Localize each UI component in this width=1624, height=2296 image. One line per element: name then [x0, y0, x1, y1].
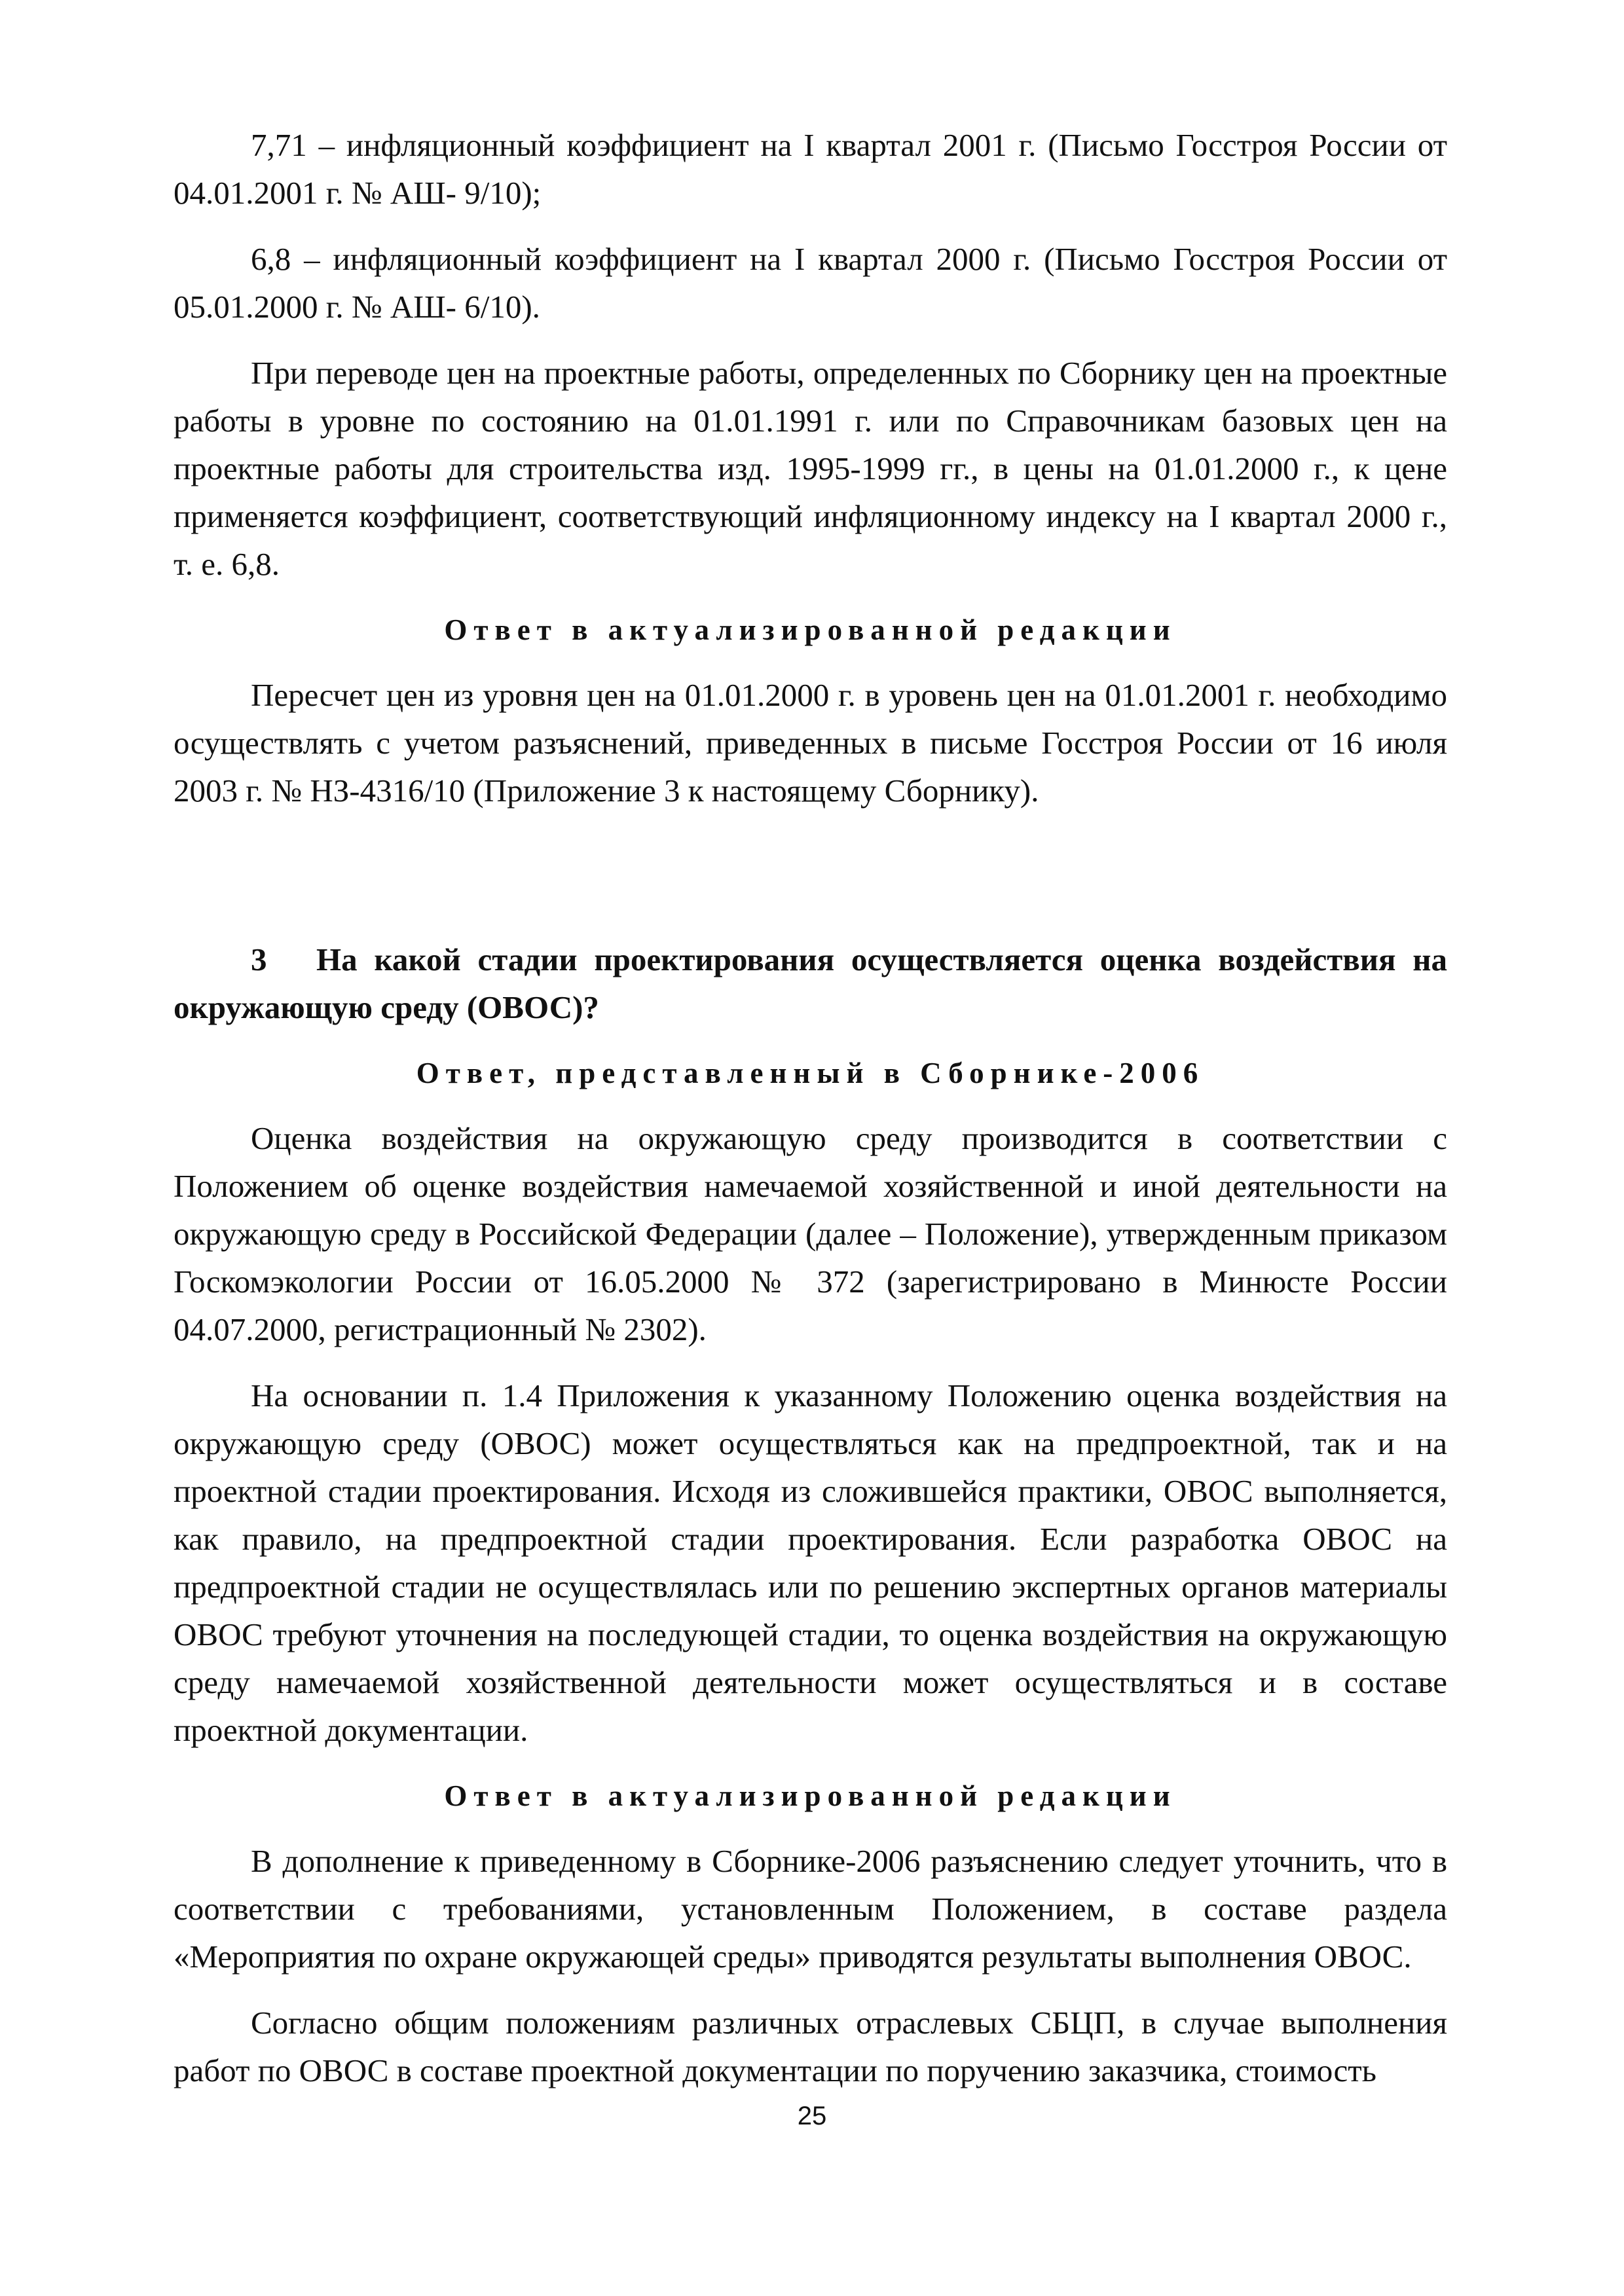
- heading-actual-answer: Ответ в актуализированной редакции: [444, 613, 1177, 646]
- page-number: 25: [797, 2102, 827, 2130]
- paragraph-actual-answer-2-2: Согласно общим положениям различных отраслевых СБЦП, в случае выполнения работ по ОВОС в составе проектной документации по поручению заказчика, стоимость: [174, 2005, 1447, 2088]
- question-3: [174, 936, 1447, 1031]
- heading-answer-2006: Ответ, представленный в Сборнике-2006: [416, 1057, 1205, 1089]
- paragraph-actual-answer-2-1: В дополнение к приведенному в Сборнике-2006 разъяснению следует уточнить, что в соответствии с требованиями, установленным Положением, в составе раздела «Мероприятия по охране окружающей среды» приводятся результаты выполнения ОВОС.: [174, 1843, 1447, 1975]
- question-text: На какой стадии проектирования осуществляется оценка воздействия на окружающую среду (ОВОС)?: [174, 941, 1447, 1025]
- heading-actual-answer-2: Ответ в актуализированной редакции: [444, 1779, 1177, 1812]
- paragraph-answer-2006-1: Оценка воздействия на окружающую среду производится в соответствии с Положением об оценке воздействия намечаемой хозяйственной и иной деятельности на окружающую среду в Российской Федерации (далее – Положение), утвержденным приказом Госкомэкологии России от 16.05.2000 № 372 (зарегистрировано в Минюсте России 04.07.2000, регистрационный № 2302).: [174, 1120, 1447, 1347]
- question-number: 3: [251, 941, 267, 977]
- paragraph-inflation-2000: 6,8 – инфляционный коэффициент на I квартал 2000 г. (Письмо Госстроя России от 05.01.2000 г. № АШ- 6/10).: [174, 241, 1447, 325]
- paragraph-answer-2006-2: На основании п. 1.4 Приложения к указанному Положению оценка воздействия на окружающую среду (ОВОС) может осуществляться как на предпроектной, так и на проектной стадии проектирования. Исходя из сложившейся практики, ОВОС выполняется, как правило, на предпроектной стадии проектирования. Если разработка ОВОС на предпроектной стадии не осуществлялась или по решению экспертных органов материалы ОВОС требуют уточнения на последующей стадии, то оценка воздействия на окружающую среду намечаемой хозяйственной деятельности может осуществляться и в составе проектной документации.: [174, 1377, 1447, 1748]
- paragraph-actual-answer: Пересчет цен из уровня цен на 01.01.2000 г. в уровень цен на 01.01.2001 г. необходимо осуществлять с учетом разъяснений, приведенных в письме Госстроя России от 16 июля 2003 г. № НЗ-4316/10 (Приложение 3 к настоящему Сборнику).: [174, 677, 1447, 809]
- paragraph-inflation-2001: 7,71 – инфляционный коэффициент на I квартал 2001 г. (Письмо Госстроя России от 04.01.2001 г. № АШ- 9/10);: [174, 127, 1447, 211]
- paragraph-price-conversion: При переводе цен на проектные работы, определенных по Сборнику цен на проектные работы в уровне по состоянию на 01.01.1991 г. или по Справочникам базовых цен на проектные работы для строительства изд. 1995-1999 гг., в цены на 01.01.2000 г., к цене применяется коэффициент, соответствующий инфляционному индексу на I квартал 2000 г., т. е. 6,8.: [174, 355, 1447, 582]
